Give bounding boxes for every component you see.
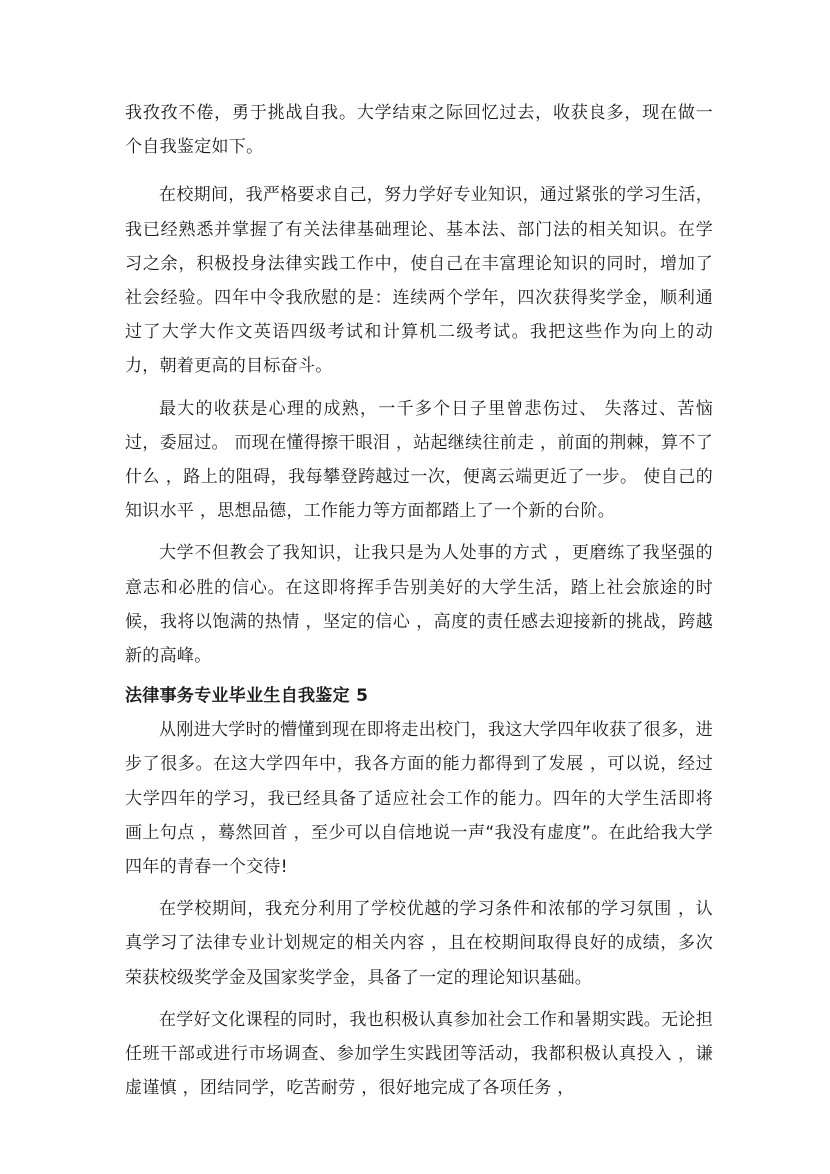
section-heading: 法律事务专业毕业生自我鉴定 5	[125, 686, 369, 707]
paragraph-growth: 最大的收获是心理的成熟，一千多个日子里曾悲伤过、 失落过、苦恼过，委屈过。 而现在懂得擦干眼泪 ，站起继续往前走 ，前面的荆棘，算不了什么 ，路上的阻碍，我每攀登跨越过一次，便离云端更近了一步。 使自己的知识水平 ，思想品德，工作能力等方面都踏上了一个新的台阶。	[125, 398, 714, 522]
paragraph-social-work: 在学好文化课程的同时，我也积极认真参加社会工作和暑期实践。无论担任班干部或进行市场调查、参加学生实践团等活动，我都积极认真投入 ，谦虚谨慎 ，团结同学，吃苦耐劳 ，很好地完成了各项任务 ，	[125, 1009, 713, 1099]
document-body	[125, 96, 713, 1113]
paragraph-school-period: 在学校期间，我充分利用了学校优越的学习条件和浓郁的学习氛围 ，认真学习了法律专业计划规定的相关内容 ，且在校期间取得良好的成绩，多次荣获校级奖学金及国家奖学金，具备了一定的理论知识基础。	[125, 899, 713, 988]
paragraph-conclusion: 大学不但教会了我知识，让我只是为人处事的方式 ，更磨练了我坚强的意志和必胜的信心。在这即将挥手告别美好的大学生活，踏上社会旅途的时候，我将以饱满的热情 ，坚定的信心 ，高度的责任感去迎接新的挑战，跨越新的高峰。	[125, 543, 713, 667]
paragraph-intro: 我孜孜不倦，勇于挑战自我。大学结束之际回忆过去，收获良多，现在做一个自我鉴定如下。	[125, 103, 713, 158]
paragraph-summary: 从刚进大学时的懵懂到现在即将走出校门，我这大学四年收获了很多，进步了很多。在这大学四年中，我各方面的能力都得到了发展 ，可以说，经过大学四年的学习，我已经具备了适应社会工作的能力。四年的大学生活即将画上句点 ，蓦然回首 ，至少可以自信地说一声“我没有虚度”。在此给我大学四年的青春一个交待!	[125, 720, 713, 878]
paragraph-study: 在校期间，我严格要求自己，努力学好专业知识，通过紧张的学习生活，我已经熟悉并掌握了有关法律基础理论、基本法、部门法的相关知识。在学习之余，积极投身法律实践工作中，使自己在丰富理论知识的同时，增加了社会经验。四年中令我欣慰的是：连续两个学年，四次获得奖学金，顺利通过了大学大作文英语四级考试和计算机二级考试。我把这些作为向上的动力，朝着更高的目标奋斗。	[125, 185, 713, 377]
